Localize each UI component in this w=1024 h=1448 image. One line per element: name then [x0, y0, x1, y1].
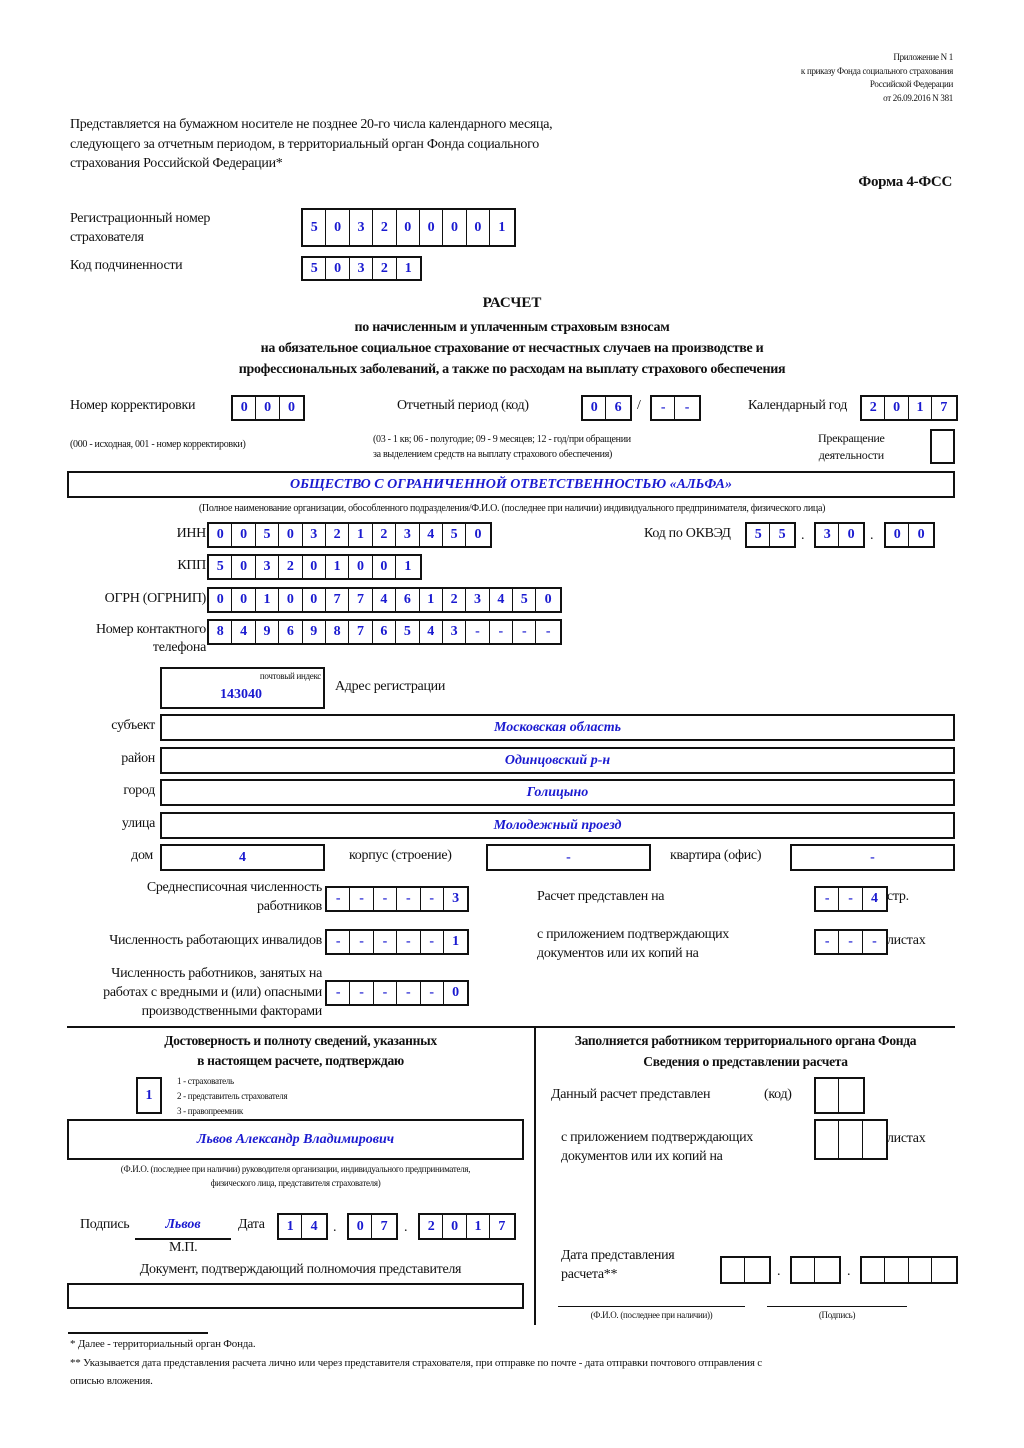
char-cell: - [652, 397, 675, 419]
subtitle-line: профессиональных заболеваний, а также по расходам на выплату страхового обеспечения [238, 362, 786, 377]
char-cell: 1 [909, 397, 932, 419]
section-divider [67, 1026, 955, 1028]
headcount-field[interactable] [325, 886, 469, 912]
code-label: (код) [764, 1087, 792, 1102]
char-cell: 1 [256, 589, 279, 611]
okved-field-1[interactable] [745, 522, 796, 548]
house-field[interactable] [160, 844, 325, 871]
annex-line: к приказу Фонда социального страхования [800, 65, 953, 76]
attachments-label [537, 925, 729, 963]
char-cell: 1 [326, 556, 349, 578]
char-cell: 0 [209, 589, 232, 611]
pages-label: Расчет представлен на [537, 889, 665, 904]
char-cell: 9 [303, 621, 326, 643]
option: 2 - представитель страхователя [177, 1091, 288, 1101]
char-cell: 0 [583, 397, 606, 419]
postal-code-label: почтовый индекс [259, 671, 321, 681]
char-cell: 1 [467, 1215, 490, 1238]
building-field[interactable] [486, 844, 651, 871]
signer-name-hint [68, 1162, 523, 1190]
signer-name-field[interactable] [67, 1119, 524, 1160]
form-name: Форма 4-ФСС [858, 174, 952, 190]
char-cell: 0 [279, 524, 302, 546]
harmful-field[interactable] [325, 980, 469, 1006]
label-line: Регистрационный номер [70, 211, 211, 226]
annex-line: от 26.09.2016 N 381 [883, 92, 953, 103]
char-cell: 3 [816, 524, 839, 546]
label-line: Номер контактного [95, 622, 206, 637]
char-cell: 2 [443, 589, 466, 611]
char-cell: 5 [209, 556, 232, 578]
char-cell: - [545, 624, 551, 639]
fund-attach-label [561, 1128, 753, 1166]
char-cell: - [350, 982, 373, 1004]
char-cell: 3 [396, 524, 419, 546]
subtitle-line: на обязательное социальное страхование от несчастных случаев на производстве и [260, 341, 764, 356]
city-field[interactable] [160, 779, 955, 806]
label-line: документов или их копий на [561, 1149, 723, 1164]
char-cell: 4 [373, 589, 396, 611]
char-cell [863, 1121, 886, 1158]
char-cell: 0 [474, 527, 482, 542]
char-cell: - [421, 888, 444, 910]
char-cell: - [397, 931, 420, 953]
district-field[interactable] [160, 747, 955, 774]
char-cell: 0 [349, 1215, 372, 1238]
char-cell: 7 [349, 621, 372, 643]
ogrn-field[interactable] [207, 587, 562, 613]
char-cell: 0 [303, 556, 326, 578]
char-cell: 8 [209, 621, 232, 643]
char-cell: - [839, 931, 862, 953]
annex-note [801, 51, 953, 105]
flat-field[interactable] [790, 844, 955, 871]
building-label: корпус (строение) [349, 848, 452, 863]
char-cell: 0 [303, 589, 326, 611]
label-line: работах с вредными и (или) опасными [103, 985, 322, 1000]
char-cell: 0 [452, 985, 460, 1000]
char-cell: 3 [303, 524, 326, 546]
subject-value: Московская область [493, 719, 622, 735]
char-cell: 3 [350, 210, 373, 245]
char-cell: 0 [256, 397, 279, 419]
street-label: улица [121, 816, 155, 831]
postal-code-field[interactable] [160, 667, 325, 709]
char-cell [909, 1258, 932, 1282]
char-cell: - [374, 982, 397, 1004]
period-label: Отчетный период (код) [397, 398, 529, 413]
flat-label: квартира (офис) [670, 848, 762, 863]
char-cell: - [684, 400, 690, 415]
label-line: с приложением подтверждающих [537, 927, 730, 942]
date-year-field[interactable] [418, 1213, 516, 1240]
char-cell: 1 [404, 260, 412, 276]
char-cell: 0 [232, 524, 255, 546]
char-cell: - [327, 931, 350, 953]
footnote-divider [68, 1332, 208, 1334]
char-cell: 5 [778, 527, 786, 542]
char-cell [839, 1079, 862, 1112]
date-day-field[interactable] [277, 1213, 328, 1240]
house-label: дом [131, 848, 153, 863]
sign-line [767, 1306, 907, 1307]
char-cell: 0 [420, 210, 443, 245]
char-cell: 0 [443, 1215, 466, 1238]
fund-date-year[interactable] [860, 1256, 958, 1284]
char-cell: 0 [544, 592, 552, 607]
char-cell: 3 [466, 589, 489, 611]
city-value: Голицыно [526, 784, 589, 800]
authority-doc-label: Документ, подтверждающий полномочия представителя [139, 1262, 462, 1277]
char-cell: - [872, 934, 877, 949]
char-cell: - [327, 888, 350, 910]
kpp-field[interactable] [207, 554, 422, 580]
signature-label: Подпись [80, 1217, 130, 1232]
label-line: документов или их копий на [537, 946, 699, 961]
street-value: Молодежный проезд [493, 817, 622, 833]
date-label: Дата [238, 1217, 265, 1232]
char-cell: - [374, 931, 397, 953]
org-name-hint: (Полное наименование организации, обособленного подразделения/Ф.И.О. (последнее при наличии) индивидуального предпринимателя, физического лица) [198, 503, 826, 514]
fund-attach-suffix: листах [887, 1131, 926, 1146]
char-cell: 0 [397, 210, 420, 245]
char-cell: 0 [885, 397, 908, 419]
char-cell: 0 [373, 556, 396, 578]
pages-field[interactable] [814, 886, 888, 912]
char-cell: 4 [310, 1218, 318, 1234]
char-cell: 0 [287, 400, 295, 415]
termination-label [818, 430, 885, 464]
char-cell: 0 [917, 527, 925, 542]
char-cell [815, 1258, 838, 1282]
char-cell: 0 [886, 524, 909, 546]
signature[interactable]: Львов [165, 1217, 201, 1232]
char-cell: 0 [443, 210, 466, 245]
char-cell: 5 [513, 589, 536, 611]
char-cell: 2 [420, 1215, 443, 1238]
char-cell: 7 [380, 1218, 388, 1234]
char-cell: 3 [350, 258, 373, 279]
fund-code-field[interactable] [814, 1077, 865, 1114]
char-cell: 0 [326, 258, 349, 279]
char-cell [885, 1258, 908, 1282]
char-cell: - [397, 982, 420, 1004]
char-cell: 7 [326, 589, 349, 611]
char-cell: 0 [847, 527, 855, 542]
disabled-field[interactable] [325, 929, 469, 955]
char-cell: 6 [396, 589, 419, 611]
char-cell: 4 [490, 589, 513, 611]
footnote: ** Указывается дата представления расчета лично или через представителя страхователя, при отправке по почте - дата отправки почтового отправления с [70, 1356, 762, 1369]
phone-label [96, 621, 206, 657]
period-field[interactable] [581, 395, 632, 421]
period-hint [373, 432, 631, 462]
option: 1 - страхователь [177, 1076, 234, 1086]
char-cell: - [816, 931, 839, 953]
char-cell: 7 [349, 589, 372, 611]
postal-code-value: 143040 [220, 687, 262, 702]
footnote: * Далее - территориальный орган Фонда. [70, 1338, 256, 1350]
subject-field[interactable] [160, 714, 955, 741]
char-cell: 7 [940, 400, 948, 415]
char-cell: 5 [443, 524, 466, 546]
char-cell: 6 [279, 621, 302, 643]
label-line: телефона [152, 640, 206, 655]
subject-label: субъект [111, 718, 155, 733]
subtitle-line: по начисленным и уплаченным страховым взносам [354, 320, 670, 335]
intro-line: Представляется на бумажном носителе не позднее 20-го числа календарного месяца, [70, 117, 553, 132]
hint-line: физического лица, представителя страхователя) [210, 1178, 381, 1188]
label-line: Численность работников, занятых на [111, 966, 322, 981]
building-value: - [566, 849, 571, 865]
char-cell: 5 [256, 524, 279, 546]
org-name: ОБЩЕСТВО С ОГРАНИЧЕННОЙ ОТВЕТСТВЕННОСТЬЮ «АЛЬФА» [290, 476, 732, 492]
heading-line: Достоверность и полноту сведений, указанных [164, 1033, 437, 1048]
char-cell: 0 [232, 589, 255, 611]
okved-dot: . [870, 528, 874, 543]
disabled-label: Численность работающих инвалидов [109, 933, 322, 948]
headcount-label [147, 878, 322, 916]
signer-code-field[interactable] [136, 1077, 162, 1114]
annex-line: Российской Федерации [869, 79, 953, 89]
char-cell: 9 [256, 621, 279, 643]
intro-text [70, 115, 552, 174]
okved-label: Код по ОКВЭД [644, 526, 731, 541]
char-cell: - [350, 888, 373, 910]
char-cell: - [490, 621, 513, 643]
char-cell: - [466, 621, 489, 643]
subordination-label: Код подчиненности [70, 258, 183, 273]
hint-line: (03 - 1 кв; 06 - полугодие; 09 - 9 месяцев; 12 - год/при обращении [373, 434, 631, 445]
label-line: с приложением подтверждающих [561, 1130, 754, 1145]
char-cell: 4 [420, 621, 443, 643]
heading-line: в настоящем расчете, подтверждаю [197, 1052, 404, 1068]
char-cell: 0 [232, 556, 255, 578]
org-name-field[interactable] [67, 471, 955, 498]
signer-name: Львов Александр Владимирович [196, 1131, 395, 1147]
subordination-field[interactable] [301, 256, 422, 281]
char-cell: 1 [420, 589, 443, 611]
char-cell: 0 [326, 210, 349, 245]
heading-line: Сведения о представлении расчета [643, 1054, 848, 1069]
city-label: город [123, 783, 155, 798]
authority-doc-field[interactable] [67, 1283, 524, 1309]
street-field[interactable] [160, 812, 955, 839]
fund-date-label [561, 1246, 674, 1284]
char-cell: 2 [373, 210, 396, 245]
char-cell: 3 [256, 556, 279, 578]
year-label: Календарный год [748, 398, 848, 413]
char-cell: 6 [373, 621, 396, 643]
doc-title: РАСЧЕТ [482, 295, 542, 311]
char-cell: 0 [209, 524, 232, 546]
date-month-field[interactable] [347, 1213, 398, 1240]
char-cell: - [327, 982, 350, 1004]
char-cell: 2 [373, 524, 396, 546]
char-cell [816, 1121, 839, 1158]
signer-code: 1 [145, 1087, 153, 1103]
okved-field-3[interactable] [884, 522, 935, 548]
year-field[interactable] [860, 395, 958, 421]
fund-date-day[interactable] [720, 1256, 771, 1284]
house-value: 4 [239, 849, 246, 865]
footnote: описью вложения. [70, 1375, 153, 1387]
okved-field-2[interactable] [814, 522, 865, 548]
label-line: Среднесписочная численность [146, 880, 322, 895]
char-cell: 3 [452, 891, 460, 906]
char-cell [839, 1121, 862, 1158]
char-cell: 3 [443, 621, 466, 643]
char-cell: 5 [396, 621, 419, 643]
char-cell: 2 [326, 524, 349, 546]
char-cell [722, 1258, 745, 1282]
termination-checkbox[interactable] [930, 429, 955, 464]
address-title: Адрес регистрации [335, 679, 446, 694]
ogrn-label: ОГРН (ОГРНИП) [104, 591, 206, 606]
char-cell: 6 [614, 400, 622, 415]
char-cell: - [421, 931, 444, 953]
attachments-suffix: листах [887, 933, 926, 948]
label-line: производственными факторами [141, 1004, 322, 1019]
char-cell [816, 1079, 839, 1112]
char-cell: 1 [279, 1215, 302, 1238]
attachments-field[interactable] [814, 929, 888, 955]
period-field-2[interactable] [650, 395, 701, 421]
char-cell: 7 [498, 1218, 506, 1234]
stamp-label: М.П. [169, 1240, 198, 1255]
char-cell: 0 [233, 397, 256, 419]
pages-suffix: стр. [887, 889, 909, 904]
intro-line: страхования Российской Федерации* [70, 156, 283, 171]
period-slash: / [637, 398, 641, 413]
label-line: деятельности [818, 448, 884, 462]
char-cell: 1 [349, 524, 372, 546]
fund-heading [536, 1030, 955, 1072]
kpp-label: КПП [177, 558, 206, 573]
char-cell [792, 1258, 815, 1282]
fio-line [558, 1306, 745, 1307]
char-cell: - [350, 931, 373, 953]
char-cell: - [513, 621, 536, 643]
flat-value: - [870, 849, 875, 865]
phone-field[interactable] [207, 619, 562, 645]
annex-line: Приложение N 1 [893, 52, 953, 62]
label-line: Прекращение [818, 431, 885, 445]
char-cell: 4 [232, 621, 255, 643]
inn-field[interactable] [207, 522, 492, 548]
fio-hint: (Ф.И.О. (последнее при наличии)) [590, 1310, 713, 1320]
confirm-heading [68, 1031, 533, 1070]
submitted-label: Данный расчет представлен [551, 1087, 711, 1102]
harmful-label [103, 964, 322, 1021]
char-cell [932, 1258, 955, 1282]
char-cell: - [816, 888, 839, 910]
correction-hint: (000 - исходная, 001 - номер корректировки) [70, 439, 246, 450]
char-cell [862, 1258, 885, 1282]
char-cell: 5 [303, 210, 326, 245]
correction-label: Номер корректировки [70, 398, 196, 413]
char-cell: 0 [349, 556, 372, 578]
district-value: Одинцовский р-н [504, 752, 611, 768]
correction-field[interactable] [231, 395, 305, 421]
intro-line: следующего за отчетным периодом, в территориальный орган Фонда социального [70, 136, 539, 152]
reg-number-field[interactable] [301, 208, 516, 247]
char-cell: 1 [452, 934, 460, 949]
reg-number-label [70, 209, 210, 247]
char-cell: 2 [373, 258, 396, 279]
label-line: Дата представления [561, 1248, 675, 1263]
label-line: расчета** [561, 1267, 618, 1282]
char-cell: - [397, 888, 420, 910]
fund-attach-field[interactable] [814, 1119, 888, 1160]
okved-dot: . [801, 528, 805, 543]
char-cell: 2 [279, 556, 302, 578]
char-cell: - [374, 888, 397, 910]
hint-line: (Ф.И.О. (последнее при наличии) руководителя организации, индивидуального предпринимателя, [120, 1164, 471, 1174]
fund-date-month[interactable] [790, 1256, 841, 1284]
char-cell: 5 [303, 258, 326, 279]
label-line: страхователя [70, 230, 144, 245]
char-cell: 0 [279, 589, 302, 611]
char-cell: 8 [326, 621, 349, 643]
char-cell: 4 [420, 524, 443, 546]
heading-line: Заполняется работником территориального органа Фонда [574, 1033, 917, 1048]
doc-subtitle [0, 317, 1024, 380]
char-cell: 5 [747, 524, 770, 546]
label-line: работников [257, 899, 322, 914]
sign-hint: (Подпись) [818, 1310, 856, 1320]
footnotes [70, 1335, 762, 1391]
inn-label: ИНН [176, 526, 206, 541]
char-cell: 0 [467, 210, 490, 245]
char-cell: - [839, 888, 862, 910]
char-cell [745, 1258, 768, 1282]
hint-line: за выделением средств на выплату страхового обеспечения) [373, 449, 613, 460]
char-cell: 4 [870, 891, 878, 906]
char-cell: 2 [862, 397, 885, 419]
option: 3 - правопреемник [177, 1106, 243, 1116]
char-cell: 1 [404, 559, 412, 574]
district-label: район [121, 751, 155, 766]
char-cell: 1 [498, 219, 506, 235]
char-cell: - [421, 982, 444, 1004]
signer-code-options [177, 1074, 287, 1119]
